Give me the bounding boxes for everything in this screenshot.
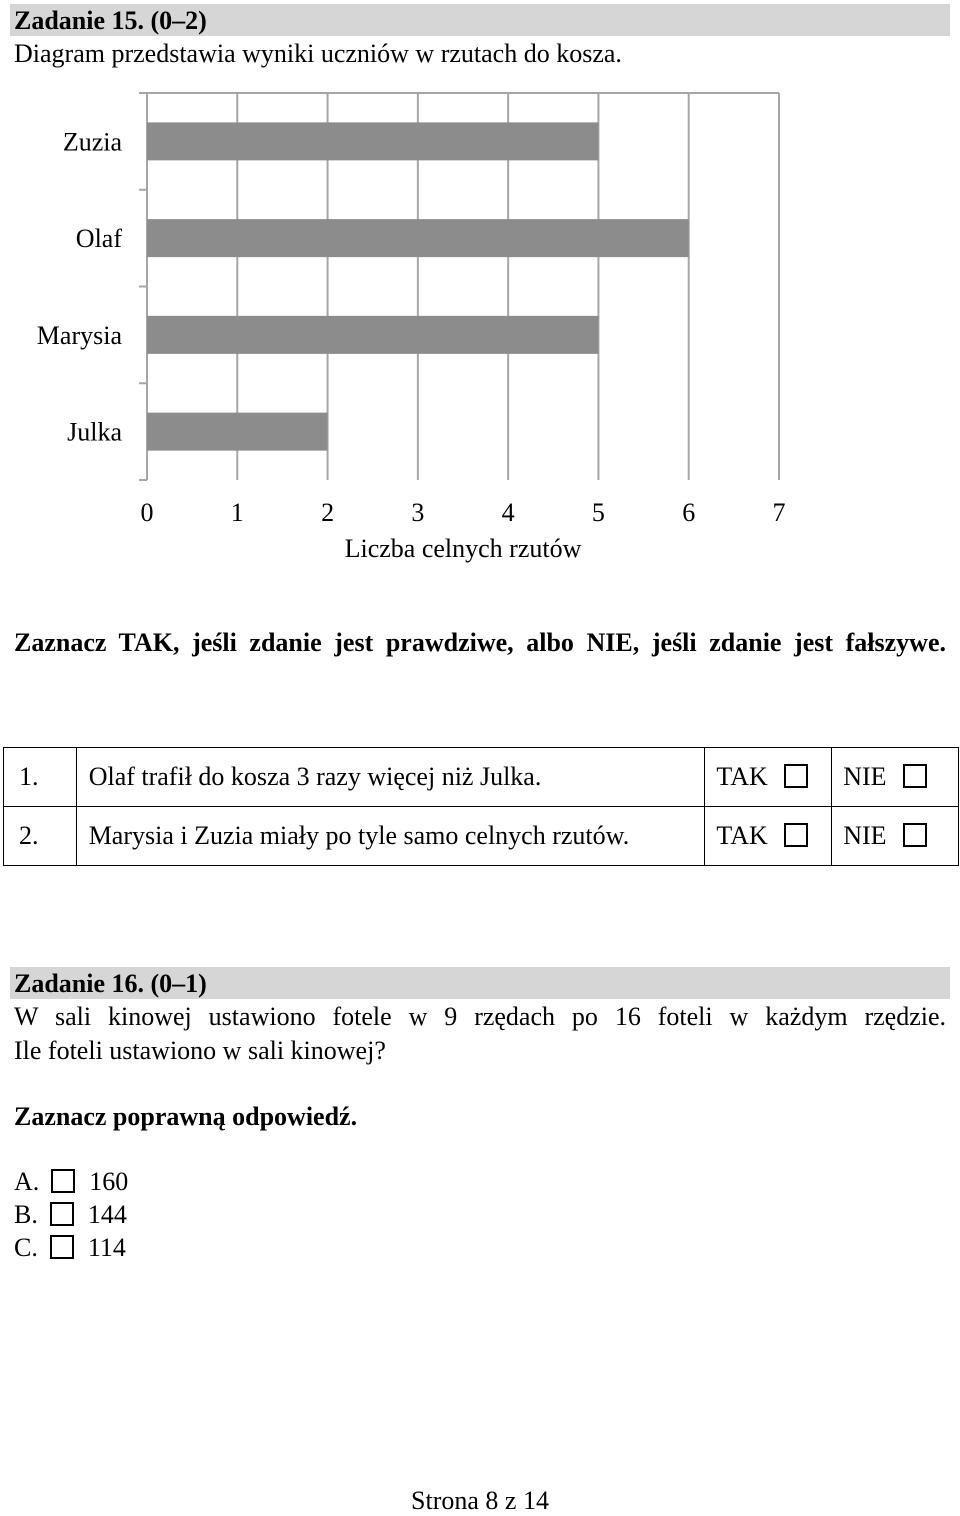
category-label: Olaf (75, 224, 122, 254)
x-axis-label: Liczba celnych rzutów (344, 534, 582, 563)
task15-header: Zadanie 15. (0–2) (10, 4, 950, 36)
x-tick-label: 5 (591, 498, 605, 527)
task16-header: Zadanie 16. (0–1) (10, 967, 950, 999)
option-letter: B. (14, 1200, 38, 1229)
x-tick-label: 7 (772, 498, 786, 527)
task16-question-line1: W sali kinowej ustawiono fotele w 9 rzędach po 16 foteli w każdym rzędzie. (14, 1002, 946, 1031)
option-c[interactable] (14, 1233, 126, 1263)
x-tick-label: 6 (682, 498, 696, 527)
category-label: Zuzia (62, 127, 122, 157)
yes-checkbox[interactable] (784, 823, 808, 847)
page-footer: Strona 8 z 14 (411, 1486, 549, 1515)
statement-text: Marysia i Zuzia miały po tyle samo celnych rzutów. (76, 807, 705, 866)
yes-label: TAK (716, 762, 768, 791)
task15-instruction: Zaznacz TAK, jeśli zdanie jest prawdziwe, albo NIE, jeśli zdanie jest fałszywe. (14, 628, 946, 657)
x-tick-label: 3 (411, 498, 425, 527)
option-b[interactable] (14, 1200, 127, 1230)
bar (147, 219, 689, 257)
option-value: 114 (87, 1233, 126, 1262)
yes-label: TAK (716, 821, 768, 850)
x-tick-label: 0 (140, 498, 154, 527)
true-false-table (3, 747, 959, 866)
category-label: Julka (67, 417, 122, 447)
yes-checkbox[interactable] (784, 764, 808, 788)
task16-instruction: Zaznacz poprawną odpowiedź. (14, 1102, 358, 1131)
statement-number: 1. (4, 748, 77, 807)
bar-chart (0, 80, 960, 580)
option-letter: A. (14, 1167, 40, 1196)
bar (147, 316, 598, 354)
no-label: NIE (843, 821, 887, 850)
x-tick-label: 4 (501, 498, 515, 527)
no-checkbox[interactable] (903, 764, 927, 788)
statement-number: 2. (4, 807, 77, 866)
task16-question-line2: Ile foteli ustawiono w sali kinowej? (14, 1036, 386, 1065)
option-value: 160 (89, 1167, 129, 1196)
no-label: NIE (843, 762, 887, 791)
statement-2-no[interactable] (832, 807, 959, 866)
option-a[interactable] (14, 1167, 128, 1197)
statement-2-yes[interactable] (705, 807, 832, 866)
bar (147, 122, 598, 160)
x-tick-label: 1 (230, 498, 244, 527)
x-tick-label: 2 (321, 498, 335, 527)
option-checkbox[interactable] (50, 1235, 74, 1259)
option-letter: C. (14, 1233, 38, 1262)
bar (147, 413, 328, 451)
no-checkbox[interactable] (903, 823, 927, 847)
option-checkbox[interactable] (50, 1202, 74, 1226)
category-label: Marysia (36, 320, 122, 350)
statement-row (4, 807, 959, 866)
option-value: 144 (87, 1200, 127, 1229)
statement-text: Olaf trafił do kosza 3 razy więcej niż Julka. (76, 748, 705, 807)
option-checkbox[interactable] (51, 1169, 75, 1193)
statement-1-yes[interactable] (705, 748, 832, 807)
statement-row (4, 748, 959, 807)
statement-1-no[interactable] (832, 748, 959, 807)
task15-intro: Diagram przedstawia wyniki uczniów w rzutach do kosza. (14, 39, 622, 68)
